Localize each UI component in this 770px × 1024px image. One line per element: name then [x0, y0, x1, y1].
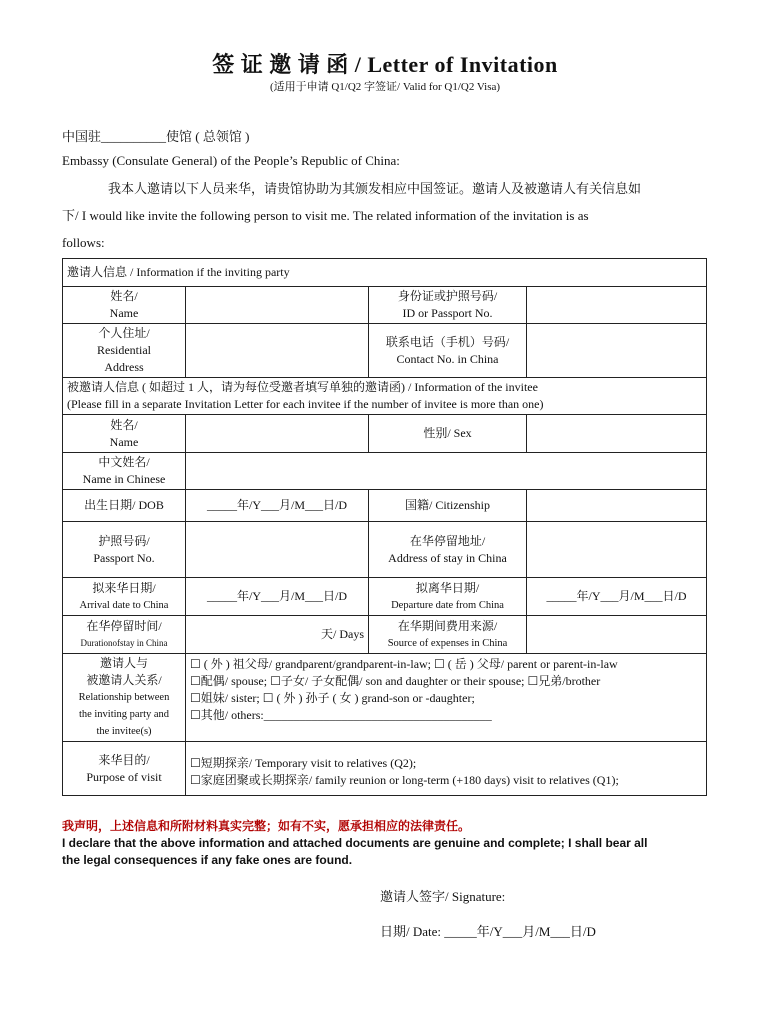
- label-en: Durationofstay in China: [80, 637, 168, 648]
- label-cn: 身份证或护照号码/: [397, 289, 498, 303]
- invitee-name-field[interactable]: [186, 415, 369, 453]
- invitee-expense-label: [369, 616, 527, 654]
- label-cn: 中文姓名/: [98, 455, 150, 469]
- invitee-passport-label: [63, 522, 186, 578]
- invitee-chinese-name-field[interactable]: [186, 453, 707, 490]
- embassy-line-en: Embassy (Consulate General) of the People’s Republic of China:: [62, 153, 400, 168]
- invitee-sex-field[interactable]: [527, 415, 707, 453]
- label-cn: 姓名/: [110, 417, 138, 432]
- relationship-option-grandparent-parent[interactable]: ☐ ( 外 ) 祖父母/ grandparent/grandparent-in-law; ☐ ( 岳 ) 父母/ parent or parent-in-law: [190, 657, 618, 671]
- inviter-name-field[interactable]: [186, 287, 369, 324]
- label-cn: 被邀请人关系/: [86, 673, 162, 687]
- invitee-purpose-options: [186, 742, 707, 796]
- label-en: Arrival date to China: [79, 599, 169, 611]
- relationship-option-spouse-children-brother[interactable]: ☐配偶/ spouse; ☐子女/ 子女配偶/ son and daughter or their spouse; ☐兄弟/brother: [190, 674, 601, 688]
- label-en: the inviting party and: [78, 709, 170, 720]
- embassy-line-cn: 中国驻__________使馆 ( 总领馆 ): [62, 129, 250, 144]
- invitee-purpose-label: [63, 742, 186, 796]
- invitee-citizenship-label: 国籍/ Citizenship: [369, 490, 527, 522]
- label-cn: 拟来华日期/: [92, 580, 156, 595]
- intro-line-1: 我本人邀请以下人员来华，请贵馆协助为其颁发相应中国签证。邀请人及被邀请人有关信息如: [108, 181, 642, 196]
- label-cn: 来华目的/: [98, 752, 150, 767]
- inviter-address-field[interactable]: [186, 324, 369, 378]
- section-line: 被邀请人信息 ( 如超过 1 人，请为每位受邀者填写单独的邀请函) / Information of the invitee: [67, 380, 538, 394]
- purpose-option-temporary-visit[interactable]: ☐短期探亲/ Temporary visit to relatives (Q2);: [190, 756, 417, 770]
- invitee-stay-address-label: [369, 522, 527, 578]
- label-cn: 在华停留地址/: [409, 533, 486, 548]
- inviter-address-row: [63, 324, 707, 378]
- invitee-duration-row: [63, 616, 707, 654]
- signature-line[interactable]: 邀请人签字/ Signature:: [380, 889, 506, 904]
- label-en: Relationship between: [78, 692, 170, 703]
- invitee-citizenship-field[interactable]: [527, 490, 707, 522]
- relationship-option-sister-grandchild[interactable]: ☐姐妹/ sister; ☐ ( 外 ) 孙子 ( 女 ) grand-son or -daughter;: [190, 691, 475, 705]
- label-cn: 拟离华日期/: [415, 580, 480, 595]
- label-en: Address: [104, 360, 144, 374]
- label-en: the invitee(s): [96, 726, 152, 737]
- page-subtitle: (适用于申请 Q1/Q2 字签证/ Valid for Q1/Q2 Visa): [269, 81, 501, 93]
- invitee-dob-field[interactable]: _____年/Y___月/M___日/D: [186, 490, 369, 522]
- invitee-dob-row: [63, 490, 707, 522]
- label-en: Source of expenses in China: [387, 637, 508, 649]
- label-cn: 姓名/: [110, 289, 138, 303]
- label-cn: 在华停留时间/: [86, 618, 162, 633]
- inviter-section-header: 邀请人信息 / Information if the inviting party: [63, 259, 707, 287]
- invitee-duration-label: [63, 616, 186, 654]
- page-title: 签 证 邀 请 函 / Letter of Invitation: [212, 52, 558, 77]
- invitee-arrival-field[interactable]: _____年/Y___月/M___日/D: [186, 578, 369, 616]
- label-cn: 在华期间费用来源/: [397, 618, 498, 633]
- invitee-departure-field[interactable]: _____年/Y___月/M___日/D: [527, 578, 707, 616]
- invitee-purpose-row: [63, 742, 707, 796]
- label-en: Purpose of visit: [86, 769, 162, 784]
- intro-paragraph: [62, 175, 707, 256]
- inviter-id-field[interactable]: [527, 287, 707, 324]
- label-en: Name: [109, 306, 139, 320]
- label-en: Residential: [97, 343, 151, 357]
- invitee-passport-row: [63, 522, 707, 578]
- label-cn: 邀请人与: [99, 656, 148, 670]
- declaration-cn: 我声明，上述信息和所附材料真实完整；如有不实，愿承担相应的法律责任。: [62, 819, 471, 833]
- invitee-chinese-name-row: [63, 453, 707, 490]
- label-en: Name in Chinese: [82, 472, 166, 486]
- relationship-option-others[interactable]: ☐其他/ others:______________________________________: [190, 708, 492, 722]
- label-en: Contact No. in China: [396, 351, 499, 366]
- invitee-relationship-label: [63, 654, 186, 742]
- invitee-dob-label: 出生日期/ DOB: [63, 490, 186, 522]
- invitee-departure-label: [369, 578, 527, 616]
- intro-line-2: 下/ I would like invite the following person to visit me. The related information of the invitation is as: [62, 208, 589, 223]
- purpose-option-family-reunion[interactable]: ☐家庭团聚或长期探亲/ family reunion or long-term (+180 days) visit to relatives (Q1);: [190, 773, 619, 787]
- invitee-name-row: [63, 415, 707, 453]
- invitee-relationship-options: [186, 654, 707, 742]
- label-en: Name: [109, 434, 139, 449]
- inviter-id-label: [369, 287, 527, 324]
- invitee-relationship-row: [63, 654, 707, 742]
- declaration-en-line-2: the legal consequences if any fake ones are found.: [62, 853, 353, 867]
- invitee-stay-address-field[interactable]: [527, 522, 707, 578]
- label-cn: 护照号码/: [98, 533, 150, 548]
- invitation-form-table: [62, 258, 707, 796]
- invitee-section-header: [63, 378, 707, 415]
- declaration-en-line-1: I declare that the above information and attached documents are genuine and complete; I shall bear all: [62, 836, 648, 850]
- inviter-section-row: [63, 259, 707, 287]
- invitee-duration-field[interactable]: 天/ Days: [186, 616, 369, 654]
- invitee-arrival-label: [63, 578, 186, 616]
- inviter-name-row: [63, 287, 707, 324]
- label-cn: 联系电话（手机）号码/: [385, 334, 510, 349]
- invitee-name-label: [63, 415, 186, 453]
- label-en: Address of stay in China: [388, 550, 507, 565]
- invitee-passport-field[interactable]: [186, 522, 369, 578]
- invitee-chinese-name-label: [63, 453, 186, 490]
- label-en: ID or Passport No.: [402, 306, 493, 320]
- invitee-dates-row: [63, 578, 707, 616]
- intro-line-3: follows:: [62, 235, 105, 250]
- label-cn: 个人住址/: [98, 326, 150, 340]
- section-line: (Please fill in a separate Invitation Letter for each invitee if the number of invitee is more than one): [67, 397, 544, 411]
- signature-date-line[interactable]: 日期/ Date: _____年/Y___月/M___日/D: [380, 924, 596, 939]
- inviter-name-label: [63, 287, 186, 324]
- invitee-section-row: [63, 378, 707, 415]
- inviter-contact-field[interactable]: [527, 324, 707, 378]
- label-en: Passport No.: [93, 550, 155, 565]
- invitee-sex-label: 性别/ Sex: [369, 415, 527, 453]
- inviter-contact-label: [369, 324, 527, 378]
- inviter-address-label: [63, 324, 186, 378]
- declaration: [62, 818, 702, 869]
- label-en: Departure date from China: [391, 599, 504, 611]
- invitee-expense-field[interactable]: [527, 616, 707, 654]
